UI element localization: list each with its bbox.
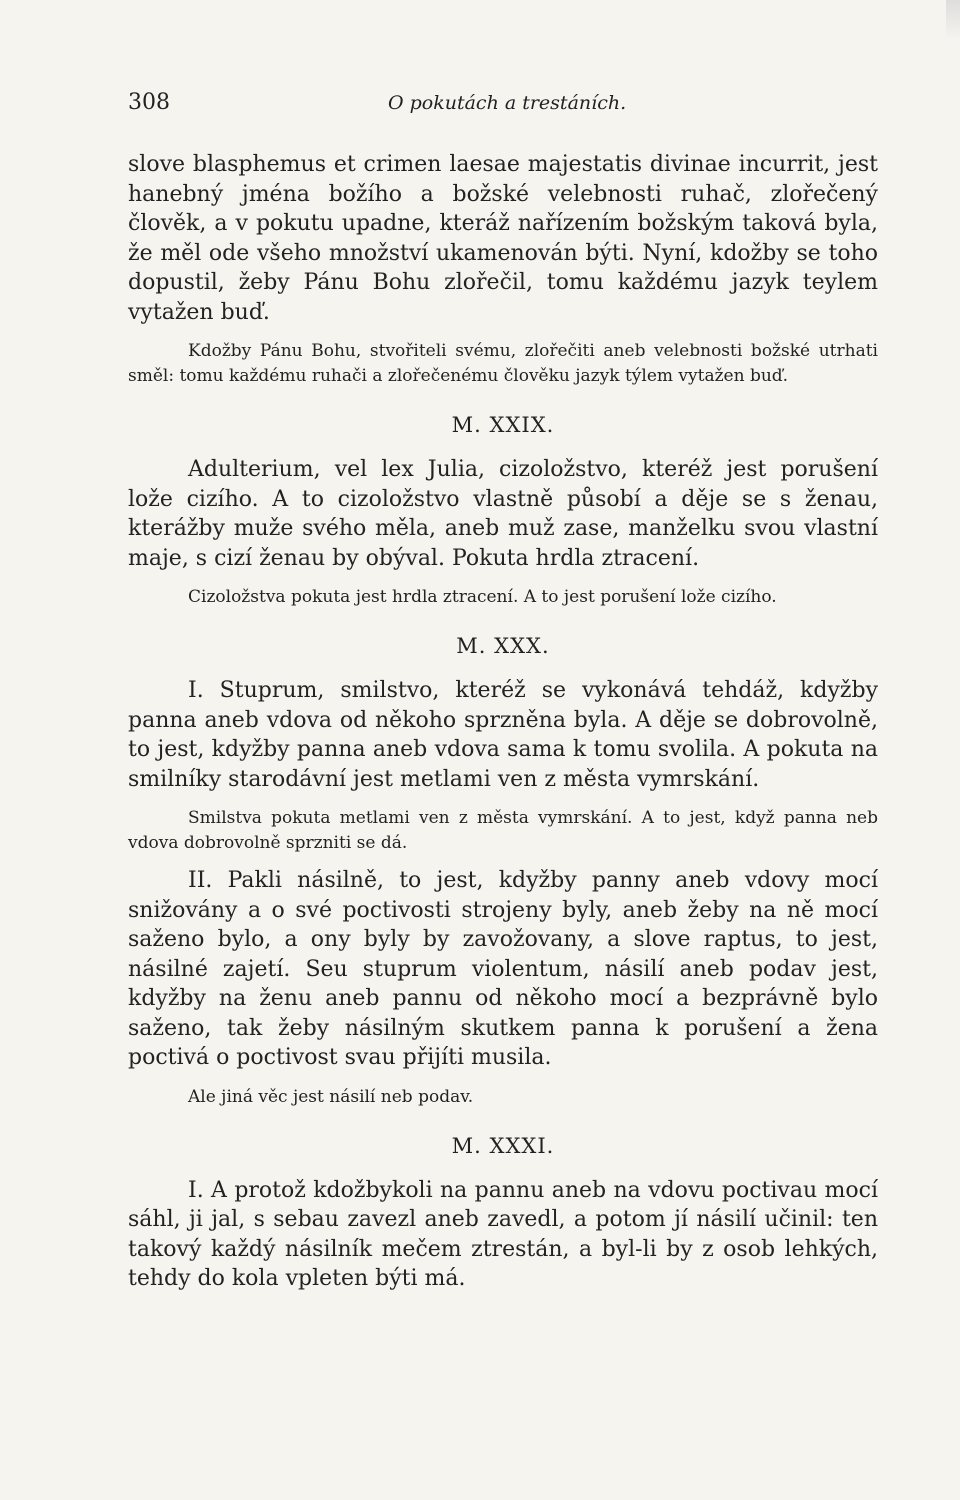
running-title: O pokutách a trestáních. — [388, 92, 627, 114]
note-adultery: Cizoložstva pokuta jest hrdla ztracení. A to jest porušení lože cizího. — [188, 587, 777, 607]
page-edge-shadow — [946, 0, 960, 40]
note-blasphemy: Kdožby Pánu Bohu, stvořiteli svému, zlořečiti aneb velebnosti božské utrhati směl: tomu každému ruhači a zlořečenému člověku jazyk týlem vytažen buď. — [128, 341, 878, 386]
note-stuprum: Smilstva pokuta metlami ven z města vymrskání. A to jest, když panna neb vdova dobrovolně sprzniti se dá. — [128, 808, 878, 853]
paragraph-adultery: Adulterium, vel lex Julia, cizoložstvo, kteréž jest porušení lože cizího. A to cizoložstvo vlastně působí a děje se s ženau, kterážby muže svého měla, aneb muž zase, manželku svou vlastní maje, s cizí ženau by obýval. Pokuta hrdla ztracení. — [128, 457, 878, 571]
page-body — [128, 150, 878, 1294]
note-raptus: Ale jiná věc jest násilí neb podav. — [188, 1086, 474, 1107]
section-heading-xxix: M. XXIX. — [451, 413, 555, 437]
paragraph-blasphemy: slove blasphemus et crimen laesae majestatis divinae incurrit, jest hanebný jména božího a božské velebnosti ruhač, zlořečený člověk, a v pokutu upadne, kteráž nařízením božským taková byla, že měl ode všeho množství ukamenován býti. Nyní, kdožby se toho dopustil, žeby Pánu Bohu zlořečil, tomu každému jazyk teylem vytažen buď. — [128, 152, 878, 325]
page-header — [128, 90, 878, 120]
page-number: 308 — [128, 90, 170, 115]
paragraph-raptus: II. Pakli násilně, to jest, kdyžby panny aneb vdovy mocí snižovány a o své poctivosti strojeny byly, aneb žeby na ně mocí saženo bylo, a ony byly by zavožovany, a slove raptus, to jest, násilné zajetí. Seu stuprum violentum, násilí aneb podav jest, kdyžby na ženu aneb pannu od někoho mocí a bezprávně bylo saženo, tak žeby násilným skutkem panna k porušení a žena poctivá o poctivost svau přijíti musila. — [128, 868, 878, 1070]
section-heading-xxx: M. XXX. — [456, 634, 550, 658]
paragraph-stuprum: I. Stuprum, smilstvo, kteréž se vykonává tehdáž, kdyžby panna aneb vdova od někoho sprzněna byla. A děje se dobrovolně, to jest, kdyžby panna aneb vdova sama k tomu svolila. A pokuta na smilníky starodávní jest metlami ven z města vymrskání. — [128, 678, 878, 792]
section-heading-xxxi: M. XXXI. — [451, 1133, 555, 1158]
paragraph-violence: I. A protož kdožbykoli na pannu aneb na vdovu poctivau mocí sáhl, ji jal, s sebau zavezl aneb zavedl, a potom jí násilí učinil: ten takový každý násilník mečem ztrestán, a byl-li by z osob lehkých, tehdy do kola vpleten býti má. — [128, 1177, 878, 1291]
